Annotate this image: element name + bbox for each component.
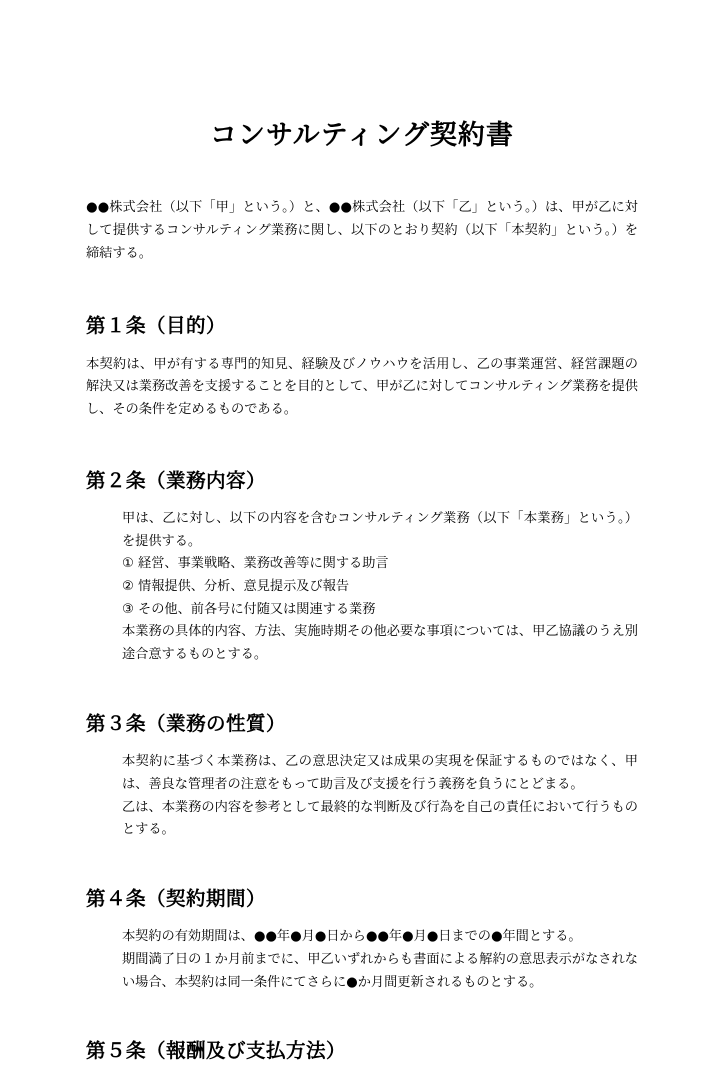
section-article-4 bbox=[86, 886, 638, 994]
section-body bbox=[86, 926, 638, 994]
section-heading: 第１条（目的） bbox=[86, 314, 227, 338]
list-item: ② 情報提供、分析、意見提示及び報告 bbox=[122, 579, 350, 595]
section-article-5 bbox=[86, 1038, 638, 1064]
list-item: ③ その他、前各号に付随又は関連する業務 bbox=[122, 601, 376, 617]
paragraph: 本契約は、甲が有する専門的知見、経験及びノウハウを活用し、乙の事業運営、経営課題の解決又は業務改善を支援することを目的として、甲が乙に対してコンサルティング業務を提供し、その条件を定めるものである。 bbox=[86, 356, 638, 417]
paragraph: 本業務の具体的内容、方法、実施時期その他必要な事項については、甲乙協議のうえ別途合意するものとする。 bbox=[122, 624, 638, 663]
section-article-2 bbox=[86, 468, 638, 667]
section-body bbox=[86, 751, 638, 842]
section-heading: 第２条（業務内容） bbox=[86, 468, 267, 492]
page-title: コンサルティング契約書 bbox=[210, 120, 514, 151]
list-item: ① 経営、事業戦略、業務改善等に関する助言 bbox=[122, 556, 389, 572]
section-heading: 第３条（業務の性質） bbox=[86, 711, 287, 735]
paragraph: 本契約の有効期間は、●●年●月●日から●●年●月●日までの●年間とする。 bbox=[122, 929, 582, 945]
preamble-paragraph: ●●株式会社（以下「甲」という。）と、●●株式会社（以下「乙」という。）は、甲が乙に対して提供するコンサルティング業務に関し、以下のとおり契約（以下「本契約」という。）を締結する。 bbox=[86, 200, 638, 261]
section-body bbox=[86, 354, 638, 422]
paragraph: 本契約に基づく本業務は、乙の意思決定又は成果の実現を保証するものではなく、甲は、善良な管理者の注意をもって助言及び支援を行う義務を負うにとどまる。 bbox=[122, 754, 638, 792]
section-body bbox=[86, 508, 638, 667]
section-article-3 bbox=[86, 711, 638, 842]
section-article-1 bbox=[86, 313, 638, 421]
section-heading: 第５条（報酬及び支払方法） bbox=[86, 1039, 347, 1063]
document-content bbox=[0, 197, 724, 1065]
paragraph: 期間満了日の１か月前までに、甲乙いずれからも書面による解約の意思表示がなされない場合、本契約は同一条件にてさらに●か月間更新されるものとする。 bbox=[122, 952, 638, 990]
section-heading: 第４条（契約期間） bbox=[86, 886, 267, 910]
paragraph: 甲は、乙に対し、以下の内容を含むコンサルティング業務（以下「本業務」という。）を提供する。 bbox=[122, 510, 638, 549]
paragraph: 乙は、本業務の内容を参考として最終的な判断及び行為を自己の責任において行うものとする。 bbox=[122, 799, 638, 838]
